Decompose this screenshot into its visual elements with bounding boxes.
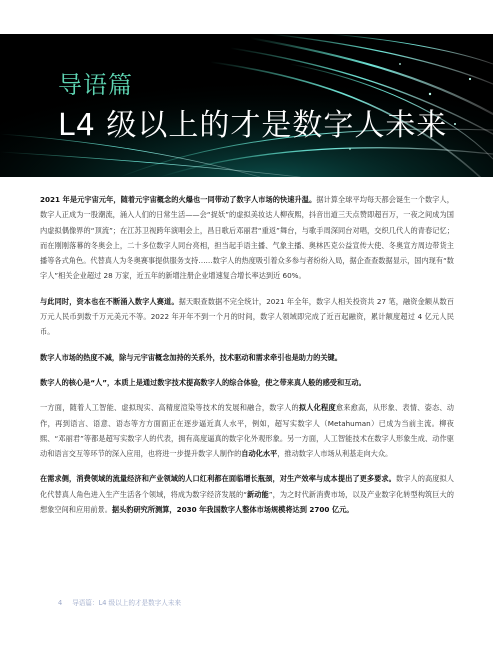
paragraph-4 xyxy=(40,375,454,390)
text-run: 一方面，随着人工智能、虚拟现实、高精度渲染等技术的发展和融合，数字人的 xyxy=(40,403,299,413)
text-run: 自动化水平 xyxy=(241,449,278,459)
text-run: 与此同时，资本也在不断涌入数字人赛道。 xyxy=(40,296,179,306)
text-run: 数字人的高度拟人化代替真人角色进入生产生活各个领域，将成为数字经济发展的“ xyxy=(40,474,454,499)
text-run: 新动能 xyxy=(246,489,269,499)
running-title: 导语篇：L4 级以上的才是数字人未来 xyxy=(72,599,182,607)
text-run: 2021 年是元宇宙元年，随着元宇宙概念的火爆也一同带动了数字人市场的快速升温。 xyxy=(40,195,317,204)
page-footer xyxy=(58,597,181,607)
text-run: 拟人化程度 xyxy=(298,403,336,413)
text-run: 数字人市场的热度不减，除与元宇宙概念加持的关系外，技术驱动和需求牵引也是助力的关键。 xyxy=(40,352,342,362)
text-run: 数字人的核心是“人”，本质上是通过数字技术提高数字人的综合体验，使之带来真人般的感受和互动。 xyxy=(40,377,366,387)
text-run: 在需求侧，消费领域的流量经济和产业领域的人口红利都在面临增长瓶颈，对生产效率与成本提出了更多要求。 xyxy=(40,474,396,484)
paragraph-1 xyxy=(40,192,454,284)
text-run: 愈来愈高，从形象、表情、姿态、动作，再到语言、语意、语态等方方面面正在逐步逼近真人水平，例如，超写实数字人（Metahuman）已成为当前主流。柳夜熙、“邓丽君”等都是超写实数字人的代表，拥有高度逼真的数字化外观形象。另一方面，人工智能技术在数字人形象生成、动作驱动和语言交互等环节的深入应用，也将进一步提升数字人制作的 xyxy=(40,403,454,459)
paragraph-6 xyxy=(40,471,454,517)
page-number: 4 xyxy=(58,599,63,607)
paragraph-5 xyxy=(40,400,454,461)
text-run: 据头豹研究所测算，2030 年我国数字人整体市场规模将达到 2700 亿元。 xyxy=(111,505,354,515)
text-run: ，推动数字人市场从利基走向大众。 xyxy=(277,449,393,459)
paragraph-3 xyxy=(40,350,454,365)
text-run: 据计算全球平均每天都会诞生一个数字人，数字人正成为一股潮流，涌入人们的日常生活——会“捉妖”的虚拟美妆达人柳夜熙，抖音出道三天点赞即超百万，一夜之间成为国内虚拟偶像界的“顶流”；在江苏卫视跨年演唱会上，昌日歌后邓丽君“重返”舞台，与歌手周深同台对唱，交织几代人的青春记忆；而在刚刚落幕的冬奥会上，二十多位数字人同台亮相，担当起手语主播、气象主播、奥林匹克公益宣传大使、冬奥宣方周边带货主播等各式角色。代替真人为冬奥赛事提供服务支持……数字人的热度吸引着众多参与者纷纷入局，据企查查数据显示，国内现有“数字人”相关企业超过 28 万家，近五年的新增注册企业增速复合增长率达到近 60%。 xyxy=(40,195,454,281)
section-kicker: 导语篇 xyxy=(58,71,133,99)
hero-banner xyxy=(0,34,493,177)
text-run: 据天眼查数据不完全统计，2021 年全年，数字人相关投资共 27 笔，融资金额从数百万元人民币到数千万元美元不等。2022 年开年不到一个月的时间，数字人领域即完成了近百起融资，累计额度超过 4 亿元人民币。 xyxy=(40,296,454,337)
paragraph-2 xyxy=(40,294,454,340)
text-run: ”，为之时代新消费市场，以及产业数字化转型构筑巨大的想象空间和应用前景。 xyxy=(40,489,454,515)
chapter-title: L4 级以上的才是数字人未来 xyxy=(58,108,448,143)
article-body xyxy=(40,192,454,527)
